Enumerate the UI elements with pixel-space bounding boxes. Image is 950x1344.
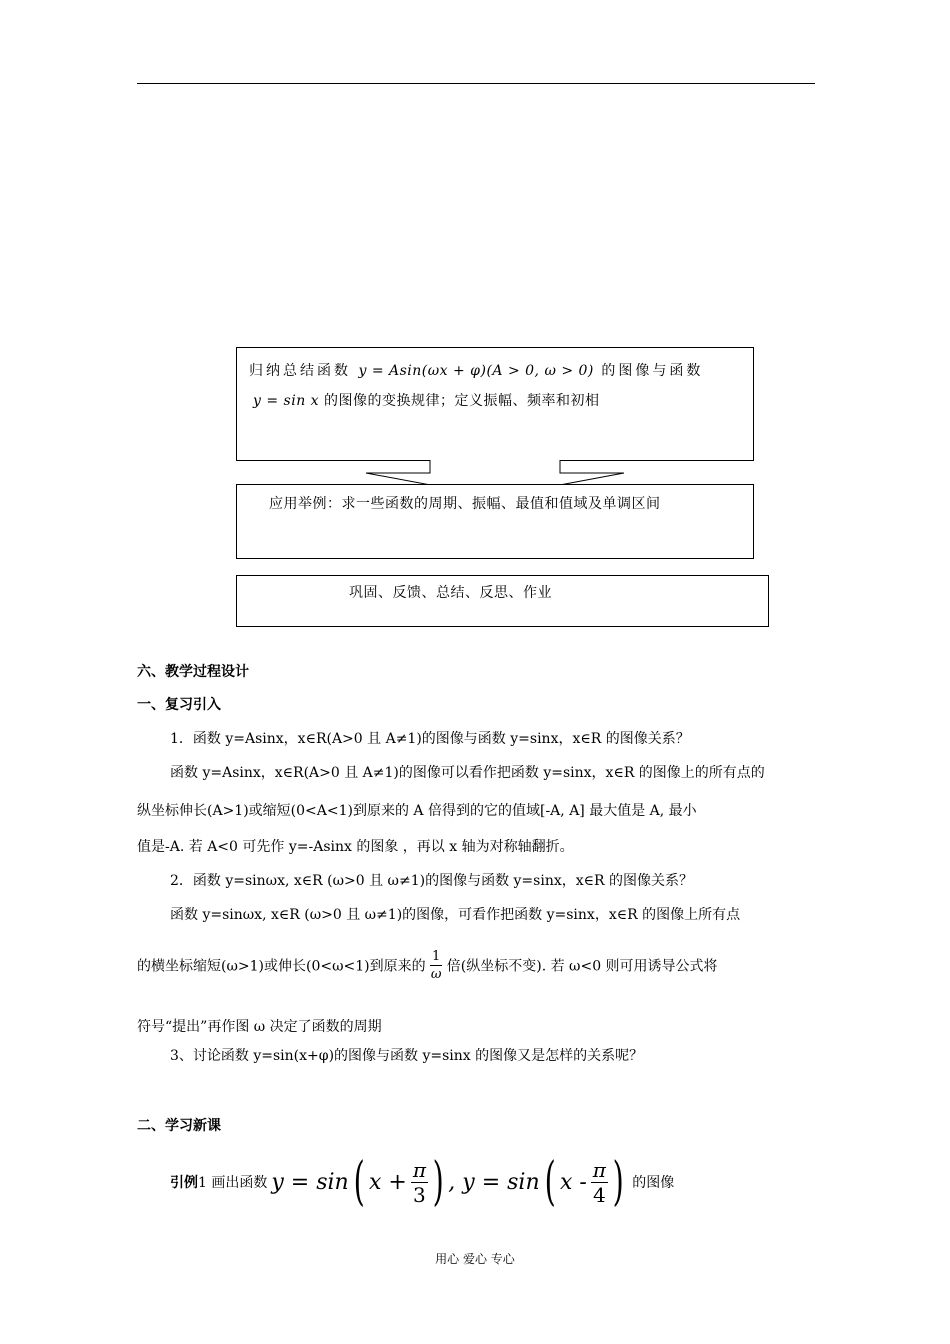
question-3: 3、讨论函数 y=sin(x+φ)的图像与函数 y=sinx 的图像又是怎样的关系呢？ [170,1048,644,1064]
formula-1 [271,1152,628,1212]
fraction-numerator: 1 [432,949,441,964]
box1-line2-text: 的图像的变换规律；定义振幅、频率和初相 [324,393,600,409]
answer-1-line-1: 函数 y=Asinx，x∈R(A>0 且 A≠1)的图像可以看作把函数 y=sinx，x∈R 的图像上的所有点的 [170,765,765,781]
right-paren: ) [612,1152,624,1212]
answer-2-line-2-pre: 的横坐标缩短(ω>1)或伸长(0<ω<1)到原来的 [137,958,426,975]
right-paren: ) [432,1152,444,1212]
formula-1-prefix: y = sin [271,1169,349,1195]
example-1-label: 引例 [170,1175,198,1191]
box2-text: 应用举例：求一些函数的周期、振幅、最值和值域及单调区间 [269,496,661,512]
pi-over-4-fraction [591,1157,608,1207]
flow-box-review [236,575,769,627]
header-rule [137,83,815,84]
box1-prefix: 归纳总结函数 [249,363,351,379]
section-6-title: 六、教学过程设计 [137,664,249,680]
section-1-title: 一、复习引入 [137,697,221,713]
section-2-title: 二、学习新课 [137,1118,221,1134]
example-1-text: 1 画出函数 [198,1175,268,1191]
pi-over-3-fraction [411,1157,428,1207]
answer-1-line-2: 纵坐标伸长(A>1)或缩短(0<A<1)到原来的 A 倍得到的它的值域[-A, A] 最大值是 A, 最小 [137,803,697,819]
box1-formula: y = Asin(ωx + φ)(A > 0, ω > 0) [358,363,594,379]
page-footer: 用心 爱心 专心 [435,1252,515,1266]
box3-text: 巩固、反馈、总结、反思、作业 [349,585,552,601]
example-1 [170,1150,674,1214]
flow-box-application [236,484,754,559]
box1-suffix: 的图像与函数 [601,363,704,379]
pi-numerator: π [412,1157,426,1182]
formula-1-inner: x + [369,1169,407,1195]
answer-2-line-1: 函数 y=sinωx, x∈R (ω>0 且 ω≠1)的图像，可看作把函数 y=sinx，x∈R 的图像上所有点 [170,907,741,923]
box1-line2-formula: y = sin x [253,393,320,409]
example-1-suffix: 的图像 [632,1175,675,1191]
three-denominator: 3 [413,1182,426,1207]
question-2: 2．函数 y=sinωx, x∈R (ω>0 且 ω≠1)的图像与函数 y=sinx，x∈R 的图像关系？ [170,873,693,889]
four-denominator: 4 [592,1182,606,1207]
fraction-denominator: ω [430,967,442,982]
answer-2-line-2 [137,950,718,981]
one-over-omega-fraction [430,950,442,981]
question-1: 1．函数 y=Asinx，x∈R(A>0 且 A≠1)的图像与函数 y=sinx，x∈R 的图像关系？ [170,731,690,747]
left-paren: ( [544,1152,556,1212]
pi-numerator: π [592,1157,606,1182]
answer-1-line-3: 值是-A. 若 A<0 可先作 y=-Asinx 的图象 ，再以 x 轴为对称轴翻折。 [137,839,574,855]
formula-separator: , y = sin [448,1169,540,1195]
answer-2-line-2-post: 倍(纵坐标不变). 若 ω<0 则可用诱导公式将 [446,958,718,975]
flow-box-summary [236,347,754,461]
answer-2-line-3: 符号“提出”再作图 ω 决定了函数的周期 [137,1019,382,1035]
left-paren: ( [353,1152,365,1212]
formula-2-inner: x - [559,1169,587,1195]
